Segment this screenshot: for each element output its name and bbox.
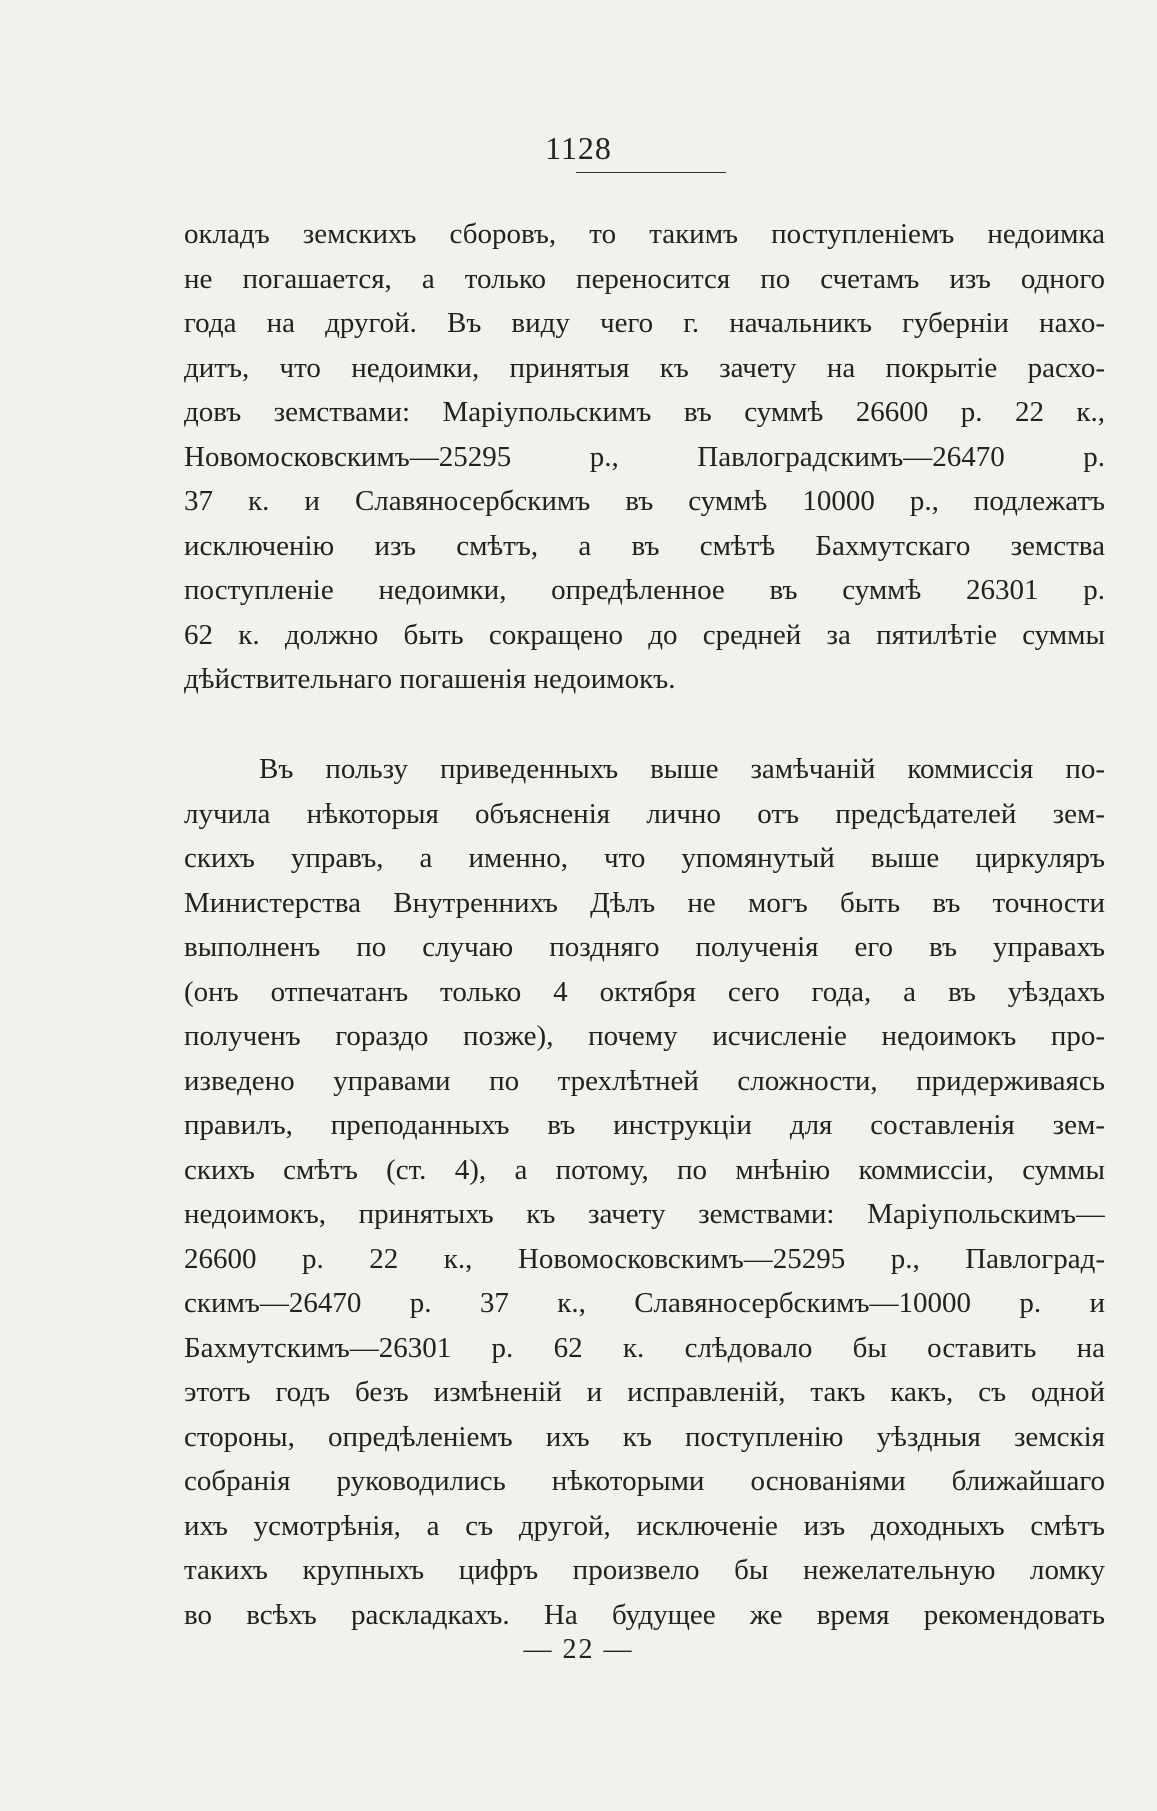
text-line: скимъ—26470 р. 37 к., Славяносербскимъ—10000 р. и <box>184 1287 1105 1319</box>
text-line: собранія руководились нѣкоторыми основаніями ближайшаго <box>184 1465 1105 1497</box>
text-line: ихъ усмотрѣнія, а съ другой, исключеніе изъ доходныхъ смѣтъ <box>184 1509 1105 1542</box>
text-line: окладъ земскихъ сборовъ, то такимъ поступленіемъ недоимка <box>184 218 1105 250</box>
text-line: дитъ, что недоимки, принятыя къ зачету на покрытіе расхо- <box>184 351 1105 384</box>
paragraph-2 <box>184 747 1105 1637</box>
text-line: (онъ отпечатанъ только 4 октября сего года, а въ уѣздахъ <box>184 975 1105 1008</box>
text-line: исключенію изъ смѣтъ, а въ смѣтѣ Бахмутскаго земства <box>184 529 1105 562</box>
signature-mark: — 22 — <box>523 1634 634 1665</box>
page-number: 1128 <box>545 130 612 166</box>
text-line: 62 к. должно быть сокращено до средней за пятилѣтіе суммы <box>184 618 1105 651</box>
text-line: Въ пользу приведенныхъ выше замѣчаній коммиссія по- <box>259 753 1105 785</box>
text-line: поступленіе недоимки, опредѣленное въ суммѣ 26301 р. <box>184 574 1105 606</box>
text-line: 26600 р. 22 к., Новомосковскимъ—25295 р., Павлоград- <box>184 1242 1105 1275</box>
header-rule <box>576 172 726 173</box>
text-line: лучила нѣкоторыя объясненія лично отъ предсѣдателей зем- <box>184 797 1105 830</box>
text-line: недоимокъ, принятыхъ къ зачету земствами: Маріупольскимъ— <box>184 1198 1105 1230</box>
text-line: скихъ смѣтъ (ст. 4), а потому, по мнѣнію коммиссіи, суммы <box>184 1153 1105 1186</box>
text-line: года на другой. Въ виду чего г. начальникъ губерніи нахо- <box>184 307 1105 339</box>
text-line: не погашается, а только переносится по счетамъ изъ одного <box>184 262 1105 295</box>
text-line: выполненъ по случаю поздняго полученія его въ управахъ <box>184 931 1105 963</box>
text-line: дѣйствительнаго погашенія недоимокъ. <box>184 663 676 695</box>
text-line: 37 к. и Славяносербскимъ въ суммѣ 10000 р., подлежатъ <box>184 485 1105 517</box>
text-line: изведено управами по трехлѣтней сложности, придерживаясь <box>184 1064 1105 1097</box>
paragraph-1 <box>184 212 1105 702</box>
text-line: Министерства Внутреннихъ Дѣлъ не могъ быть въ точности <box>184 886 1105 919</box>
text-line: такихъ крупныхъ цифръ произвело бы нежелательную ломку <box>184 1554 1105 1586</box>
text-line: стороны, опредѣленіемъ ихъ къ поступленію уѣздныя земскія <box>184 1420 1105 1453</box>
text-line: Новомосковскимъ—25295 р., Павлоградскимъ—26470 р. <box>184 440 1105 473</box>
text-line: скихъ управъ, а именно, что упомянутый выше циркуляръ <box>184 842 1105 874</box>
text-line: Бахмутскимъ—26301 р. 62 к. слѣдовало бы оставить на <box>184 1331 1105 1364</box>
text-line: этотъ годъ безъ измѣненій и исправленій, такъ какъ, съ одной <box>184 1376 1105 1408</box>
text-line: полученъ гораздо позже), почему исчисленіе недоимокъ про- <box>184 1020 1105 1052</box>
text-line: довъ земствами: Маріупольскимъ въ суммѣ 26600 р. 22 к., <box>184 396 1105 428</box>
text-line: во всѣхъ раскладкахъ. На будущее же время рекомендовать <box>184 1598 1105 1631</box>
text-line: правилъ, преподанныхъ въ инструкціи для составленія зем- <box>184 1109 1105 1141</box>
